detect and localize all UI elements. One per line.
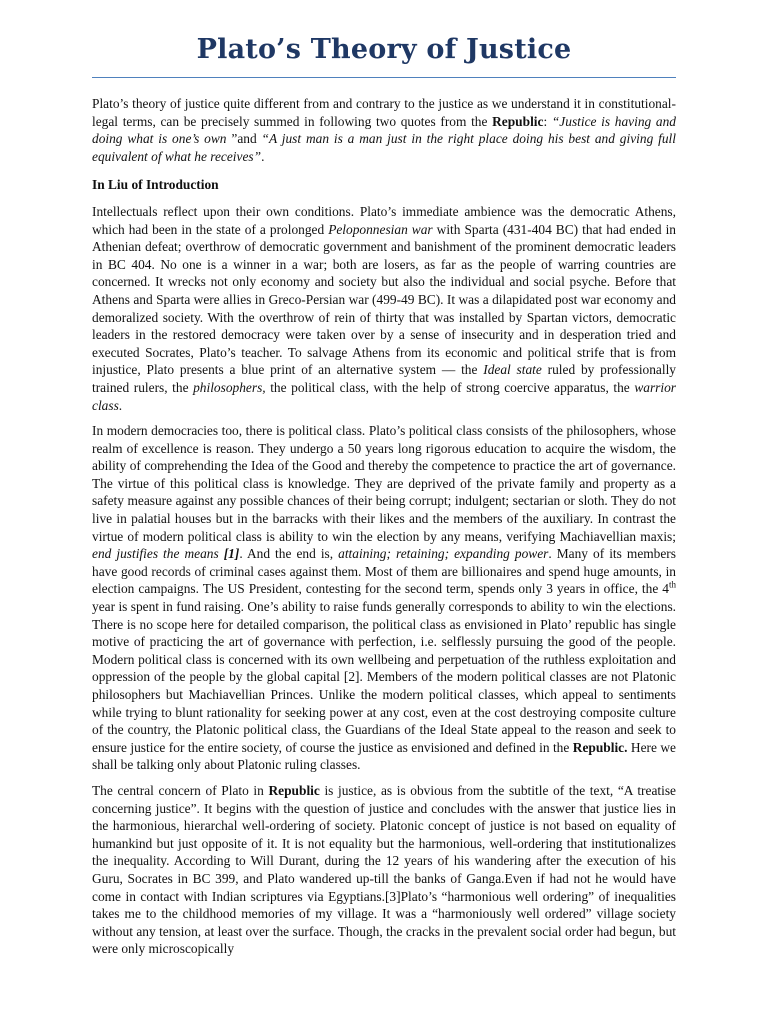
p2-text-d: year is spent in fund raising. One’s ability to raise funds generally corresponds to ability to win the elections. There is no scope here for detailed comparison, the political class as envisioned in Plato’ republic has single motive of practicing the art of governance with perfection, i.e. selflessly pursuing the good of the people. Modern political class is concerned with its own wellbeing and perpetuation of the ruthless exploitation and oppression of the people by the global capital [2]. Members of the modern political classes are not Platonic philosophers but Machiavellian Princes. Unlike the modern political classes, which appeal to sentiments while trying to blunt rationality for seeking power at any cost, even at the cost destroying composite culture of the country, the Platonic political class, the Guardians of the Ideal State appeal to the reason and seek to ensure justice for the entire society, of course the justice as envisioned and defined in the (92, 599, 676, 755)
quote-one: “Justice is having and doing what is one’s own (92, 113, 676, 147)
p1-text-c: ruled by professionally trained rulers, the (92, 362, 677, 395)
title-divider (92, 77, 676, 78)
intro-end: . (261, 148, 265, 164)
paragraph-2 (92, 422, 676, 774)
p2-text-b: . And the end is, (239, 546, 339, 562)
p1-text-a: Intellectuals reflect upon their own conditions. Plato’s immediate ambience was the democratic Athens, which had been in the state of a prolonged (92, 203, 676, 237)
p3-text-b: is justice, as is obvious from the subtitle of the text, “A treatise concerning justice”. It begins with the question of justice and concludes with the answer that justice lies in the harmonious, hierarchal well-ordering of society. Platonic concept of justice is not based on equality of humankind but just opposite of it. It is not equality but the harmonious, well-ordering that institutionalizes the inequality. According to Will Durant, during the 12 years of his wandering after the execution of his Guru, Socrates in BC 399, and Plato wandered up-till the banks of Ganga.Even if had not he would have come in contact with Indian scriptures via Egyptians.[3]Plato’s “harmonious well ordering” of inequalities takes me to the childhood memories of my village. It was a “harmoniously well ordered” village society without any tension, at least over the surface. Though, the cracks in the prevalent social order had begun, but were only microscopically (92, 782, 676, 957)
paragraph-3 (92, 782, 676, 958)
p1-text-b: with Sparta (431-404 BC) that had ended in Athenian defeat; overthrow of democratic government and banishment of the prominent democratic leaders in BC 404. No one is a winner in a war; both are losers, as far as the people of warring countries are concerned. It wrecks not only economy and society but also the individual and social psyche. Before that Athens and Sparta were allies in Greco-Persian war (499-49 BC). It was a dilapidated post war economy and demoralized society. With the overthrow of rein of thirty that was installed by Spartan victors, democratic leaders in the restored democracy were taken over by a sense of insecurity and in desperation tried and executed Socrates, Plato’s teacher. To salvage Athens from its economic and political strife that is from injustice, Plato presents a blue print of an alternative system — the (92, 221, 676, 378)
intro-and: ”and (226, 131, 262, 147)
p2-text-a: In modern democracies too, there is political class. Plato’s political class consists of the philosophers, whose realm of excellence is reason. They undergo a 50 years long rigorous education to acquire the wisdom, the ability of comprehending the Idea of the Good and thereby the competence to practice the art of governance. The virtue of this political class is knowledge. They are deprived of the private family and property as a safety measure against any possible chances of their being corrupt; indulgent; sectarian or sloth. They do not live in palatial houses but in the barracks with their likes and the members of the auxiliary. In contrast the virtue of modern political class is ability to win the election by any means, verifying Machiavellian maxis; (92, 423, 676, 544)
p3-republic-bold: Republic (268, 782, 320, 798)
p1-peloponnesian: Peloponnesian war (328, 221, 433, 237)
p1-text-d: the political class, with the help of strong coercive apparatus, the (265, 379, 635, 395)
p2-republic-bold: Republic. (572, 739, 628, 755)
p2-superscript-th: th (668, 579, 676, 590)
p2-text-e: Here we shall be talking only about Platonic ruling classes. (92, 739, 676, 773)
intro-colon: : (543, 113, 552, 129)
p1-text-e: . (118, 397, 123, 413)
p2-attaining: attaining; retaining; expanding power (338, 546, 549, 562)
intro-text: Plato’s theory of justice quite different from and contrary to the justice as we understand it in constitutional-legal terms, can be precisely summed in following two quotes from the (92, 96, 676, 129)
p2-ends-justify: end justifies the means (92, 546, 219, 562)
p1-philosophers: philosophers, (193, 379, 266, 395)
intro-paragraph (92, 95, 676, 165)
republic-bold: Republic (492, 113, 544, 129)
p3-text-a: The central concern of Plato in (92, 782, 269, 798)
p1-warrior-class: warrior class (92, 379, 676, 413)
p1-ideal-state: Ideal state (483, 362, 542, 378)
quote-two: “A just man is a man just in the right place doing his best and giving full equivalent of what he receives” (92, 131, 676, 164)
paragraph-1 (92, 203, 676, 414)
p2-text-c: . Many of its members have good records of criminal cases against them. Most of them are billionaires and spend huge amounts, in election campaigns. The US President, contesting for the second term, spends only 3 years in office, the 4 (92, 546, 676, 597)
p2-ref-1: [1] (218, 546, 240, 562)
page-title: Plato’s Theory of Justice (196, 34, 572, 65)
section-heading: In Liu of Introduction (92, 177, 219, 193)
